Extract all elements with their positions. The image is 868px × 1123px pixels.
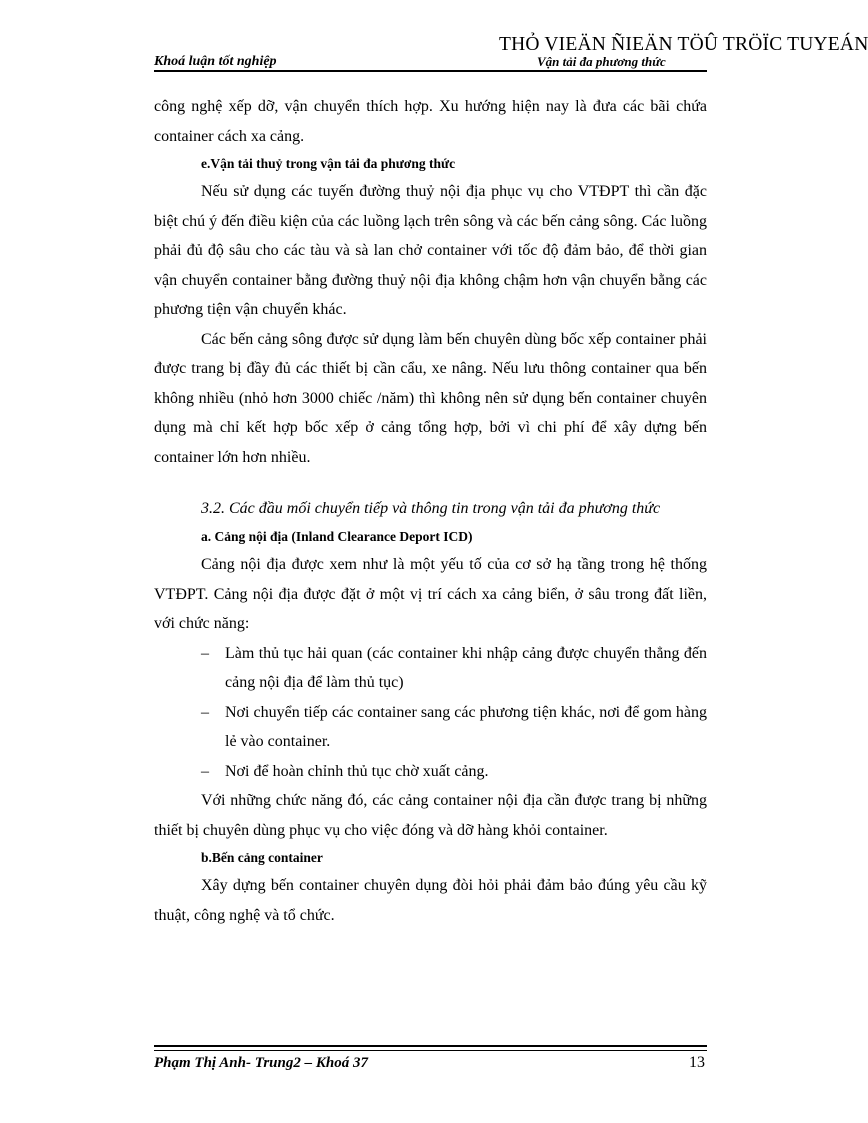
footer-author: Phạm Thị Anh- Trung2 – Khoá 37 — [154, 1055, 368, 1071]
list-item-text: Nơi để hoàn chỉnh thủ tục chờ xuất cảng. — [225, 762, 489, 780]
list-item-text: Làm thủ tục hải quan (các container khi nhập cảng được chuyển thẳng đến cảng nội địa để làm thủ tục) — [225, 644, 707, 691]
section-heading-3-2: 3.2. Các đầu mối chuyển tiếp và thông tin trong vận tải đa phương thức — [201, 500, 661, 517]
paragraph-6: Xây dựng bến container chuyên dụng đòi hỏi phải đảm bảo đúng yêu cầu kỹ thuật, công nghệ và tổ chức. — [154, 877, 707, 924]
function-list — [154, 639, 707, 787]
header-left-title: Khoá luận tốt nghiệp — [154, 54, 277, 69]
list-item-text: Nơi chuyển tiếp các container sang các phương tiện khác, nơi để gom hàng lẻ vào container. — [225, 703, 707, 750]
heading-b: b.Bến cảng container — [201, 850, 323, 865]
heading-e: e.Vận tải thuỷ trong vận tải đa phương thức — [201, 156, 456, 171]
dash-marker: – — [201, 644, 209, 662]
footer-rule-thick — [154, 1045, 707, 1047]
list-item — [201, 698, 707, 757]
footer-rule-thin — [154, 1050, 707, 1051]
heading-a: a. Cảng nội địa (Inland Clearance Deport ICD) — [201, 529, 473, 544]
paragraph-4: Cảng nội địa được xem như là một yếu tố của cơ sở hạ tầng trong hệ thống VTĐPT. Cảng nội địa được đặt ở một vị trí cách xa cảng biển, ở sâu trong đất liền, với chức năng: — [154, 556, 707, 632]
watermark-text: THỎ VIEÄN ÑIEÄN TÖÛ TRÖÏC TUYEÁN — [499, 34, 868, 55]
header-right-title: Vận tải đa phương thức — [537, 54, 666, 69]
paragraph-3: Các bến cảng sông được sử dụng làm bến chuyên dùng bốc xếp container phải được trang bị đầy đủ các thiết bị cần cẩu, xe nâng. Nếu lưu thông container qua bến không nhiều (nhỏ hơn 3000 chiếc /năm) thì không nên sử dụng bến container chuyên dụng mà chỉ kết hợp bốc xếp ở cảng tổng hợp, bởi vì chi phí để xây dựng bến container lớn hơn nhiều. — [154, 330, 707, 466]
paragraph-5: Với những chức năng đó, các cảng container nội địa cần được trang bị những thiết bị chuyên dùng phục vụ cho việc đóng và dỡ hàng khỏi container. — [154, 792, 707, 839]
dash-marker: – — [201, 762, 209, 780]
page-number: 13 — [689, 1054, 705, 1071]
header-rule — [154, 70, 707, 72]
paragraph-2: Nếu sử dụng các tuyến đường thuỷ nội địa phục vụ cho VTĐPT thì cần đặc biệt chú ý đến điều kiện của các luồng lạch trên sông và các bến cảng sông. Các luồng phải đủ độ sâu cho các tàu và sà lan chở container với tốc độ đảm bảo, để thời gian vận chuyển container bằng đường thuỷ nội địa không chậm hơn vận chuyển bằng các phương tiện vận chuyển khác. — [154, 183, 707, 318]
dash-marker: – — [201, 703, 209, 721]
list-item — [201, 639, 707, 698]
page-body — [154, 92, 707, 930]
paragraph-1: công nghệ xếp dỡ, vận chuyển thích hợp. Xu hướng hiện nay là đưa các bãi chứa container cách xa cảng. — [154, 98, 707, 145]
list-item — [201, 757, 707, 787]
